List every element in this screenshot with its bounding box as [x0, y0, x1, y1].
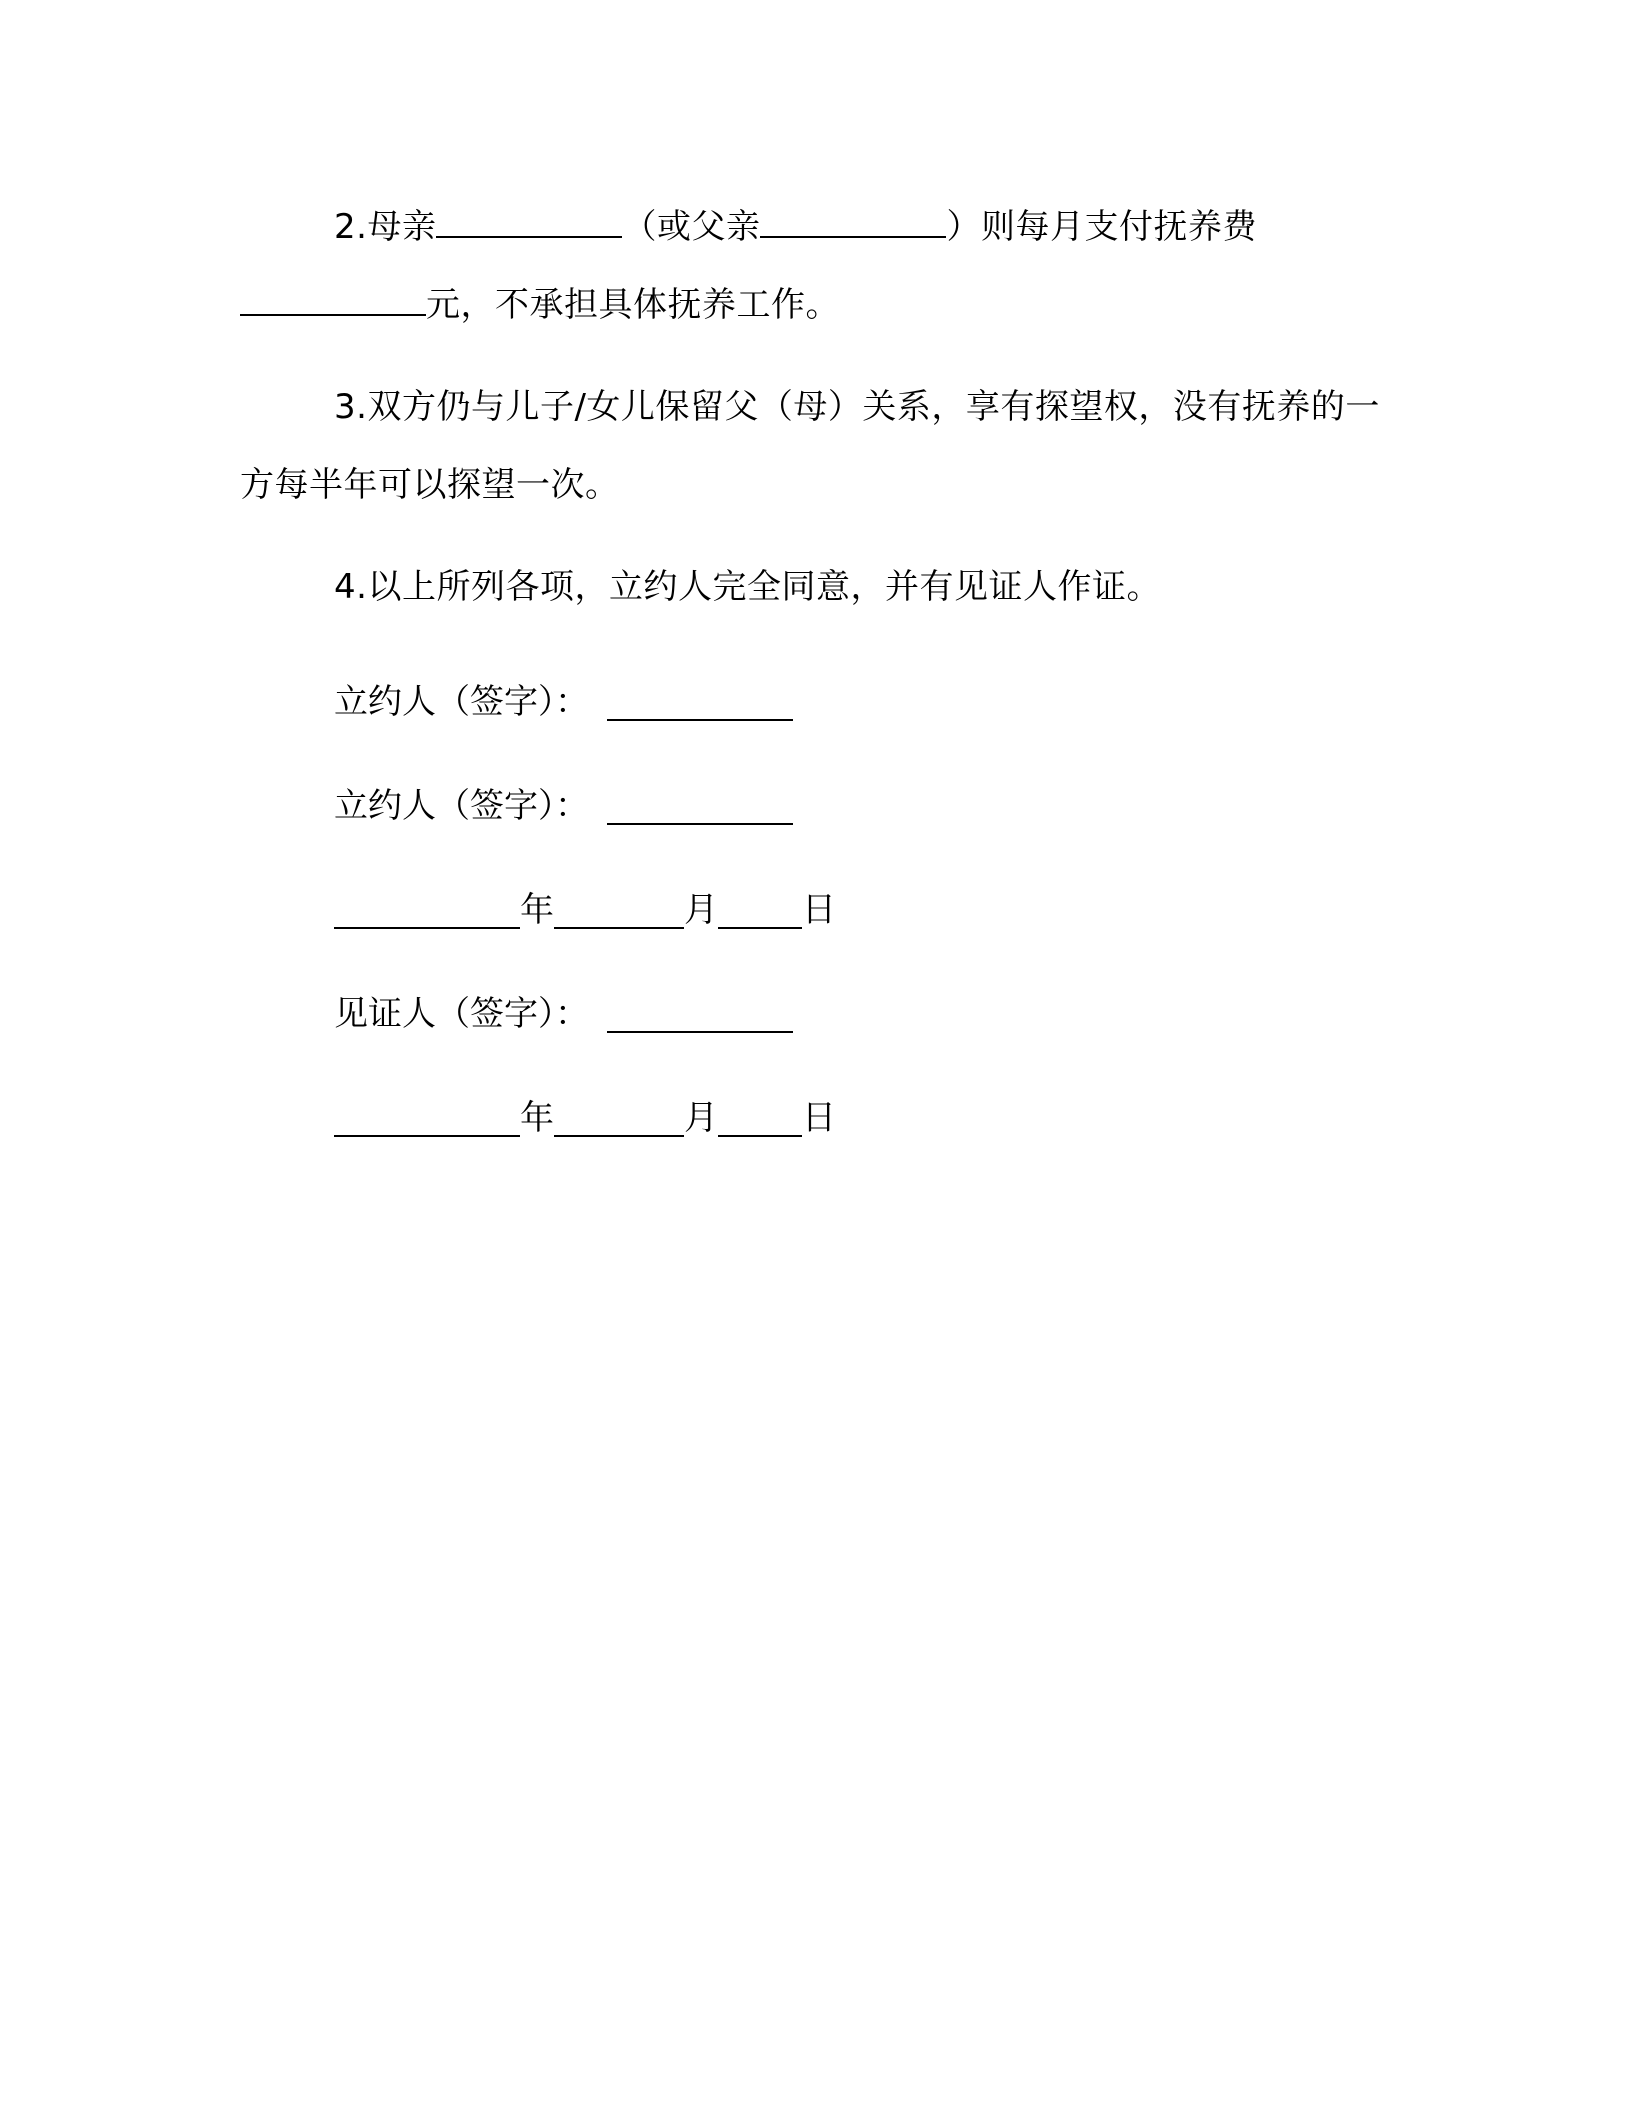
date-1-day-label: 日 [802, 890, 836, 930]
clause-2-mid2: ）则每月支付抚养费 [946, 207, 1257, 247]
document-body [240, 188, 1392, 1170]
date-2-year-label: 年 [520, 1098, 554, 1138]
date-1-year-blank[interactable] [334, 891, 520, 929]
signatory-1-blank[interactable] [607, 683, 793, 721]
clause-2 [240, 188, 1392, 344]
clause-2-prefix: 2.母亲 [334, 207, 437, 247]
date-1-year-label: 年 [520, 890, 554, 930]
date-2-month-label: 月 [684, 1098, 718, 1138]
clause-2-mid: （或父亲 [622, 207, 761, 247]
date-2-year-blank[interactable] [334, 1099, 520, 1137]
signatory-2-line [240, 754, 1392, 858]
date-1-month-blank[interactable] [554, 891, 684, 929]
date-2-month-blank[interactable] [554, 1099, 684, 1137]
date-1-month-label: 月 [684, 890, 718, 930]
support-amount-blank[interactable] [240, 278, 426, 316]
signatory-1-line [240, 650, 1392, 754]
date-1-day-blank[interactable] [718, 891, 802, 929]
signatory-2-blank[interactable] [607, 787, 793, 825]
date-2-line [240, 1066, 1392, 1170]
witness-line [240, 962, 1392, 1066]
father-name-blank[interactable] [760, 200, 946, 238]
date-2-day-blank[interactable] [718, 1099, 802, 1137]
mother-name-blank[interactable] [436, 200, 622, 238]
clause-2-suffix: 元，不承担具体抚养工作。 [426, 285, 840, 325]
clause-4: 4.以上所列各项，立约人完全同意，并有见证人作证。 [334, 567, 1161, 607]
clause-3: 3.双方仍与儿子/女儿保留父（母）关系，享有探望权，没有抚养的一方每半年可以探望一次。 [240, 387, 1380, 505]
signatory-1-label: 立约人（签字）： [334, 682, 589, 722]
signatory-2-label: 立约人（签字）： [334, 786, 589, 826]
witness-label: 见证人（签字）： [334, 994, 589, 1034]
date-1-line [240, 858, 1392, 962]
date-2-day-label: 日 [802, 1098, 836, 1138]
witness-blank[interactable] [607, 995, 793, 1033]
